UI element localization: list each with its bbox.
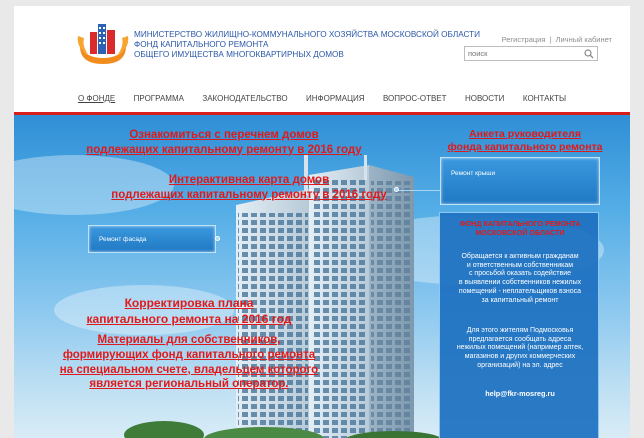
info-appeal-line: Обращается к активным гражданам <box>461 253 579 260</box>
info-appeal-line: в выявлении собственников нежилых <box>458 279 582 287</box>
owners-materials-link[interactable] <box>14 333 364 392</box>
page <box>14 6 630 438</box>
interactive-map-link[interactable] <box>14 173 484 202</box>
owners-materials-link-line-3: на специальном счете, владельцем которого <box>59 363 319 376</box>
site-header <box>14 6 630 74</box>
info-appeal-line: за капитальный ремонт <box>481 296 559 304</box>
houses-list-link[interactable] <box>14 128 434 157</box>
info-panel <box>439 212 599 438</box>
info-request-line: нежилых помещений (например аптек, <box>456 344 584 352</box>
search-input[interactable] <box>465 47 579 60</box>
survey-link[interactable] <box>422 128 628 154</box>
nav-item-contacts[interactable]: КОНТАКТЫ <box>522 94 567 103</box>
personal-cabinet-link[interactable]: Личный кабинет <box>555 35 612 44</box>
survey-link-line-2: фонда капитального ремонта <box>447 141 603 153</box>
search-icon[interactable] <box>584 49 594 59</box>
nav-item-program[interactable]: ПРОГРАММА <box>133 94 184 103</box>
plan-correction-link-line-1: Корректировка плана <box>124 296 254 310</box>
houses-list-link-line-2: подлежащих капитальному ремонту в 2016 году <box>86 143 362 156</box>
owners-materials-link-line-4: является региональный оператор. <box>89 378 289 391</box>
roof-connector-line <box>398 190 442 191</box>
main-nav <box>14 88 630 108</box>
owners-materials-link-line-2: формирующих фонд капитального ремонта <box>62 348 316 361</box>
info-request-line: организаций) на эл. адрес <box>477 361 563 369</box>
info-request-line: предлагается сообщать адреса <box>468 335 572 343</box>
search-box <box>464 46 598 61</box>
plan-correction-link[interactable] <box>14 295 364 327</box>
interactive-map-link-line-2: подлежащих капитальному ремонту в 2016 году <box>111 188 387 201</box>
contact-email-link[interactable]: help@fkr-mosreg.ru <box>485 389 555 398</box>
nav-item-news[interactable]: НОВОСТИ <box>464 94 505 103</box>
nav-item-faq[interactable]: ВОПРОС-ОТВЕТ <box>382 94 447 103</box>
info-title-line-2: МОСКОВСКОЙ ОБЛАСТИ <box>475 228 565 237</box>
info-appeal-line: с просьбой оказать содействие <box>468 270 572 278</box>
facade-connector-dot <box>215 236 220 241</box>
fund-logo-icon[interactable] <box>76 18 130 68</box>
title-line-property: ОБЩЕГО ИМУЩЕСТВА МНОГОКВАРТИРНЫХ ДОМОВ <box>134 50 344 59</box>
site-title[interactable] <box>134 30 481 60</box>
houses-list-link-line-1: Ознакомиться с перечнем домов <box>129 129 319 141</box>
owners-materials-link-line-1: Материалы для собственников, <box>97 334 281 346</box>
info-appeal-text <box>440 253 600 305</box>
facade-repair-label: Ремонт фасада <box>99 236 147 243</box>
roof-repair-label: Ремонт крыши <box>451 170 496 177</box>
info-request-line: Для этого жителям Подмосковья <box>466 327 574 334</box>
title-line-ministry: МИНИСТЕРСТВО ЖИЛИЩНО-КОММУНАЛЬНОГО ХОЗЯЙСТВА МОСКОВСКОЙ ОБЛАСТИ <box>134 30 481 39</box>
roof-connector-dot <box>394 187 399 192</box>
info-request-line: магазинов и других коммерческих <box>464 353 576 361</box>
info-appeal-line: помещений - неплательщиков взноса <box>458 287 582 295</box>
info-panel-title <box>440 219 600 237</box>
info-appeal-line: и ответственным собственникам <box>466 261 574 269</box>
facade-repair-box[interactable] <box>88 225 216 253</box>
account-links <box>502 35 612 44</box>
info-title-line-1: ФОНД КАПИТАЛЬНОГО РЕМОНТА <box>459 219 581 228</box>
title-line-fund: ФОНД КАПИТАЛЬНОГО РЕМОНТА <box>134 40 269 49</box>
plan-correction-link-line-2: капитального ремонта на 2016 год <box>86 312 292 326</box>
register-link[interactable]: Регистрация <box>501 35 546 44</box>
survey-link-line-1: Анкета руководителя <box>469 128 581 140</box>
nav-item-information[interactable]: ИНФОРМАЦИЯ <box>306 94 365 103</box>
nav-item-about[interactable]: О ФОНДЕ <box>77 94 116 103</box>
info-request-text <box>440 327 600 371</box>
interactive-map-link-line-1: Интерактивная карта домов <box>168 174 330 186</box>
nav-item-legislation[interactable]: ЗАКОНОДАТЕЛЬСТВО <box>202 94 288 103</box>
roof-repair-box[interactable] <box>440 157 600 205</box>
link-separator: | <box>549 35 552 44</box>
